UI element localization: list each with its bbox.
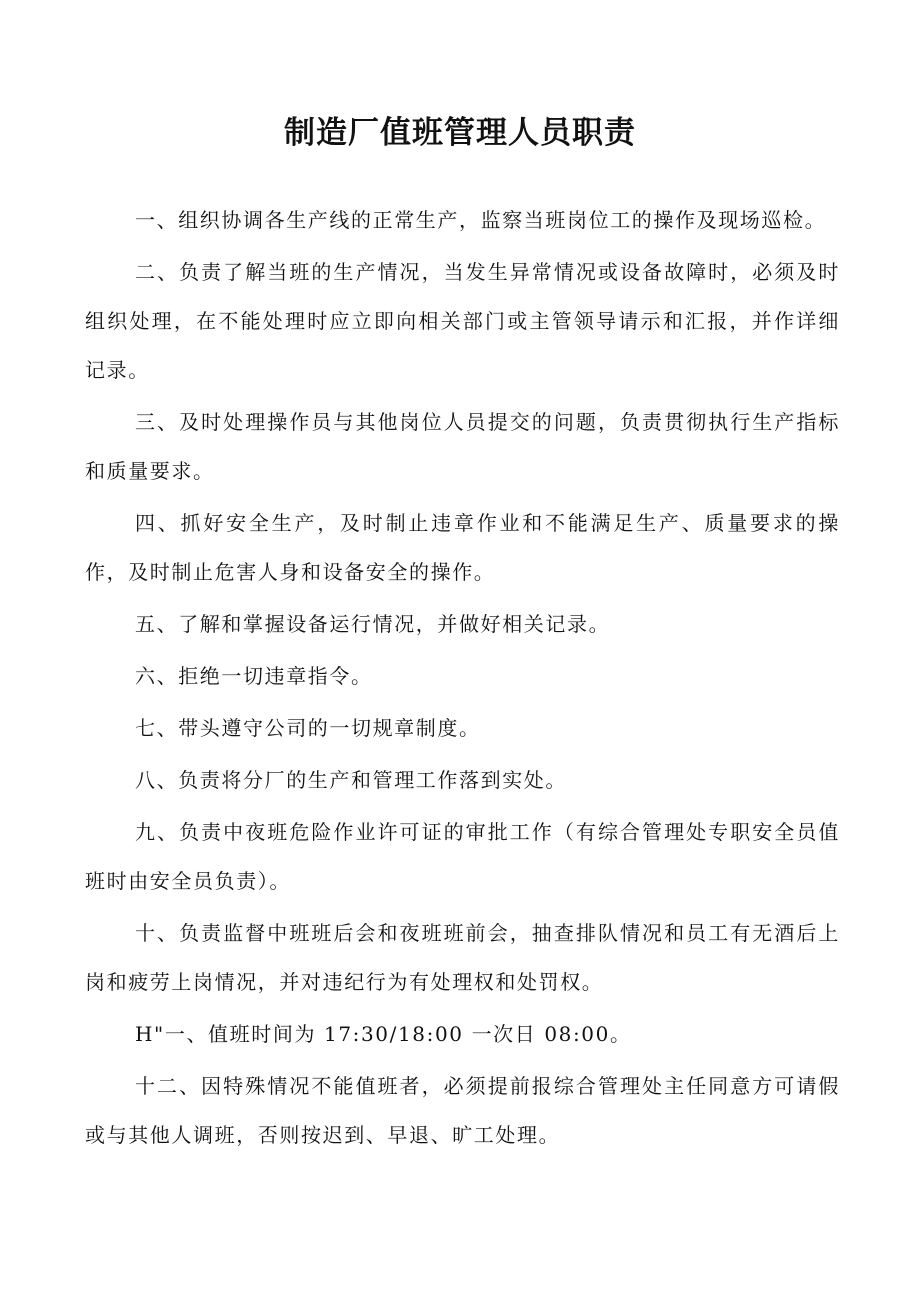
paragraph-1: 一、组织协调各生产线的正常生产，监察当班岗位工的操作及现场巡检。 xyxy=(135,208,827,232)
document-title: 制造厂值班管理人员职责 xyxy=(284,115,636,151)
paragraph-11: H"一、值班时间为 17:30/18:00 一次日 08:00。 xyxy=(135,1022,632,1046)
paragraph-8: 八、负责将分厂的生产和管理工作落到实处。 xyxy=(135,768,567,792)
paragraph-12: 十二、因特殊情况不能值班者，必须提前报综合管理处主任同意方可请假或与其他人调班，否则按迟到、早退、旷工处理。 xyxy=(85,1074,840,1147)
paragraph-6: 六、拒绝一切违章指令。 xyxy=(135,664,373,688)
document-body xyxy=(85,196,840,1163)
paragraph-2: 二、负责了解当班的生产情况，当发生异常情况或设备故障时，必须及时组织处理，在不能处理时应立即向相关部门或主管领导请示和汇报，并作详细记录。 xyxy=(85,260,840,382)
paragraph-10: 十、负责监督中班班后会和夜班班前会，抽查排队情况和员工有无酒后上岗和疲劳上岗情况，并对违纪行为有处理权和处罚权。 xyxy=(85,921,840,994)
paragraph-9: 九、负责中夜班危险作业许可证的审批工作（有综合管理处专职安全员值班时由安全员负责）。 xyxy=(85,820,840,893)
paragraph-4: 四、抓好安全生产，及时制止违章作业和不能满足生产、质量要求的操作，及时制止危害人身和设备安全的操作。 xyxy=(85,511,840,584)
paragraph-7: 七、带头遵守公司的一切规章制度。 xyxy=(135,716,481,740)
paragraph-5: 五、了解和掌握设备运行情况，并做好相关记录。 xyxy=(135,612,611,636)
paragraph-3: 三、及时处理操作员与其他岗位人员提交的问题，负责贯彻执行生产指标和质量要求。 xyxy=(85,410,840,483)
